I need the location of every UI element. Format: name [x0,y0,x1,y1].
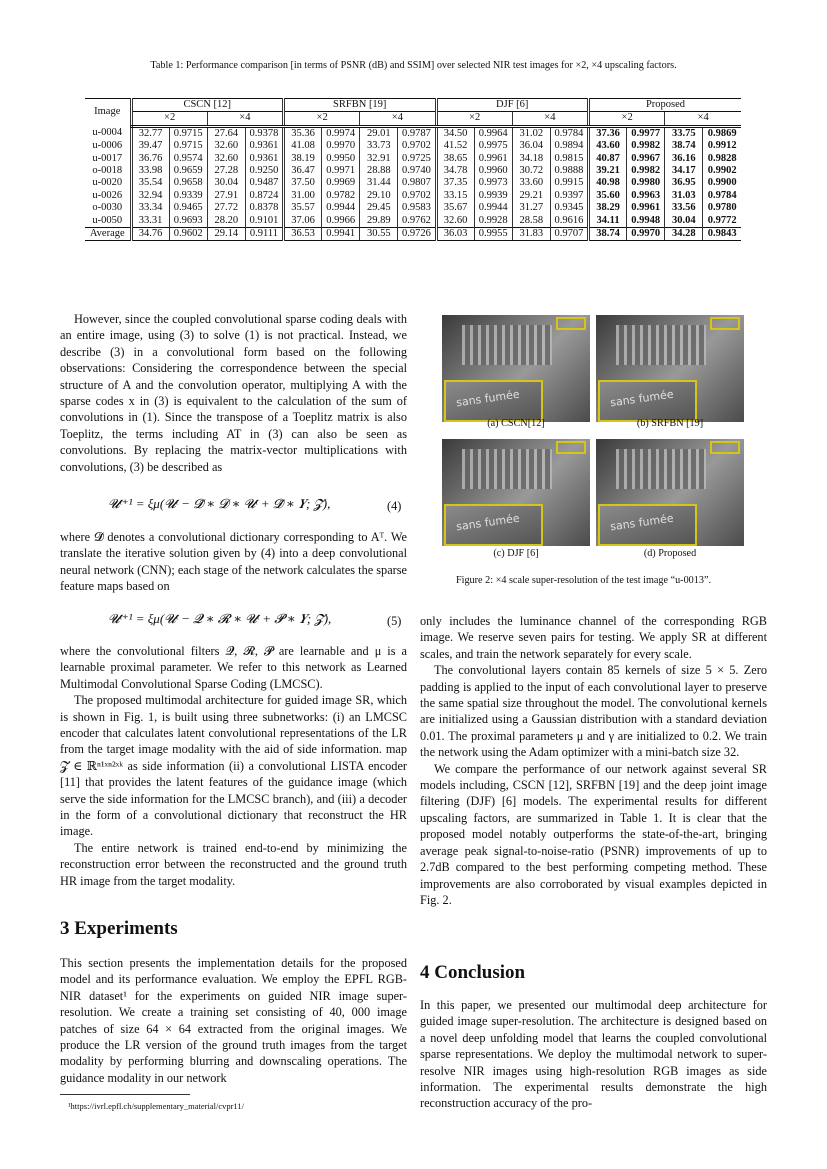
table-cell: 0.9784 [703,190,741,202]
table-cell: 32.60 [207,140,245,152]
table-cell: 0.9397 [550,190,588,202]
paragraph: where the convolutional filters 𝓠, 𝓡, 𝓟 are learnable and μ is a learnable proximal parameter. We refer to this network as Learned Multimodal Convolutional Sparse Coding (LMCSC). [60,644,407,691]
table-cell: 39.47 [131,140,169,152]
table-row [85,153,741,165]
table-cell: 28.58 [512,215,550,228]
table-row [85,177,741,189]
table-cell: 31.00 [284,190,322,202]
table-cell: 30.72 [512,165,550,177]
row-image-label: u-0026 [92,189,123,201]
table-cell: 32.94 [131,190,169,202]
table-cell: 29.10 [360,190,398,202]
table-cell: 0.9900 [703,177,741,189]
table-cell: 37.35 [436,177,474,189]
table-cell: 36.47 [284,165,322,177]
subcaption-c: (c) DJF [6] [493,548,539,559]
scale-header: ×4 [360,112,436,126]
figure-inset-text: sans fumée [609,511,675,534]
method-header: Proposed [589,99,742,112]
table-cell: 30.04 [665,215,703,228]
subcaption-a: (a) CSCN[12] [487,418,545,429]
table-cell: 0.9966 [322,215,360,228]
subcaption-d: (d) Proposed [643,548,697,559]
table-cell: 33.60 [512,177,550,189]
table-cell: 0.9101 [245,215,283,228]
table-cell: 0.9961 [474,153,512,165]
table-cell: 36.16 [665,153,703,165]
table-cell: 0.9960 [474,165,512,177]
table-cell: 0.9780 [703,202,741,214]
table-cell: 0.9982 [627,165,665,177]
row-image-label: u-0050 [92,214,123,226]
table-cell: 35.36 [284,126,322,140]
row-image-label: o-0018 [92,165,123,177]
table-cell: 0.9658 [169,177,207,189]
table-cell: 27.91 [207,190,245,202]
table-cell: 0.9948 [627,215,665,228]
table-cell: 31.03 [665,190,703,202]
method-header: SRFBN [19] [284,99,437,112]
table-row [85,215,741,228]
table-cell: 33.56 [665,202,703,214]
table-cell: 33.34 [131,202,169,214]
paragraph: only includes the luminance channel of the corresponding RGB image. We reserve seven pairs for testing. We apply SR at different scales, and train the network separately for every scale. [420,614,767,661]
table-cell: 38.19 [284,153,322,165]
table-cell: 37.36 [589,126,627,140]
table-cell: 36.04 [512,140,550,152]
figure-caption: Figure 2: ×4 scale super-resolution of the test image “u-0013”. [455,575,712,586]
table-cell: 0.9807 [398,177,436,189]
left-para-6 [60,955,407,1086]
method-header: DJF [6] [436,99,589,112]
paragraph: However, since the coupled convolutional sparse coding deals with an entire image, using (3) to solve (1) is not practical. Instead, we describe (3) in a convolutional form based on the following observations: Considering the correspondence between the special structure of A and the convolution operator, multiplying A with the sparse codes x in (3) is equivalent to the calculation of the sum of convolutions in (1). Since the transpose of a Toeplitz matrix is also Toeplitz, the terms including AT in (3) can also be seen as convolutions. By replacing the matrix-vector multiplications with convolutions, (3) be described as [60,312,407,474]
table-cell: 35.67 [436,202,474,214]
table-cell: 0.9762 [398,215,436,228]
table-cell: 0.9487 [245,177,283,189]
table-cell: 0.9928 [474,215,512,228]
table-cell: 0.9250 [245,165,283,177]
table-cell: 36.03 [436,228,474,241]
row-image-label: o-0030 [92,202,123,214]
table-cell: 27.72 [207,202,245,214]
table-cell: 0.9975 [474,140,512,152]
table-cell: 0.9583 [398,202,436,214]
table-cell: 29.45 [360,202,398,214]
table-cell: 0.9941 [322,228,360,241]
table-cell: 0.9725 [398,153,436,165]
table-cell: 33.73 [360,140,398,152]
table-cell: 0.9967 [627,153,665,165]
table-cell: 0.9970 [322,140,360,152]
table-cell: 34.78 [436,165,474,177]
table-cell: 0.9707 [550,228,588,241]
table-cell: 0.9787 [398,126,436,140]
table-cell: 0.9715 [169,126,207,140]
table-cell: 0.9702 [398,140,436,152]
table-cell: 0.9969 [322,177,360,189]
left-paras-3-5 [60,643,407,889]
figure-inset-text: sans fumée [455,511,521,534]
left-para-1 [60,311,407,475]
table-cell: 28.88 [360,165,398,177]
table-cell: 0.9915 [550,177,588,189]
row-image-label: u-0020 [92,177,123,189]
table-row [85,126,741,140]
table-cell: 0.9902 [703,165,741,177]
table-cell: 0.9784 [550,126,588,140]
table-cell: 39.21 [589,165,627,177]
table-cell: 0.9964 [474,126,512,140]
table-cell: 29.89 [360,215,398,228]
table-cell: 0.9973 [474,177,512,189]
paragraph: The convolutional layers contain 85 kernels of size 5 × 5. Zero padding is applied to the input of each convolutional layer to preserve the same spatial size throughout the model. The convolutional kernels are initialized using a Gaussian distribution with a standard deviation 0.01. The proximal parameters μ and γ are initialized to 0.2. We train the network using the Adam optimizer with a mini-batch size 32. [420,663,767,760]
table-cell: 40.98 [589,177,627,189]
table-cell: 0.9726 [398,228,436,241]
table-cell: 0.9715 [169,140,207,152]
equation-4-number: (4) [387,499,402,513]
table-cell: 31.27 [512,202,550,214]
table-cell: 0.9982 [627,140,665,152]
table-cell: 30.55 [360,228,398,241]
table-cell: 27.28 [207,165,245,177]
table-header-scales [85,112,741,126]
table-cell: 0.8724 [245,190,283,202]
table-cell: 0.9912 [703,140,741,152]
table-cell: 36.53 [284,228,322,241]
table-cell: 0.9659 [169,165,207,177]
results-table [85,98,741,241]
table-cell: 36.95 [665,177,703,189]
equation-5-number: (5) [387,614,402,628]
table-cell: 0.9574 [169,153,207,165]
table-cell: 0.9465 [169,202,207,214]
row-image-label: u-0017 [92,152,123,164]
left-para-2 [60,529,407,595]
table-cell: 0.9693 [169,215,207,228]
table-cell: 0.9939 [474,190,512,202]
section-heading-experiments: 3 Experiments [60,918,178,939]
figure-image-srfbn [596,315,744,422]
table-cell: 0.9955 [474,228,512,241]
table-cell: 35.57 [284,202,322,214]
table-cell: 35.60 [589,190,627,202]
table-cell: 0.9111 [245,228,283,241]
table-cell: 0.9980 [627,177,665,189]
scale-header: ×2 [589,112,665,126]
table-cell: 32.60 [436,215,474,228]
table-cell: 32.91 [360,153,398,165]
table-cell: 29.14 [207,228,245,241]
table-cell: 0.9782 [322,190,360,202]
scale-header: ×4 [512,112,588,126]
figure-image-djf [442,439,590,546]
table-cell: 0.9339 [169,190,207,202]
table-cell: 0.9740 [398,165,436,177]
table-cell: 34.17 [665,165,703,177]
table-cell: 29.01 [360,126,398,140]
table-cell: 43.60 [589,140,627,152]
table-cell: 0.9894 [550,140,588,152]
row-image-label: u-0006 [92,140,123,152]
scale-header: ×2 [436,112,512,126]
paragraph: This section presents the implementation details for the proposed model and its performance evaluation. We employ the EPFL RGB-NIR dataset¹ for the experiments on guided NIR image super-resolution. We create a training set consisting of 40, 000 image patches of size 64 × 64 extracted from the original images. We produce the LR version of the ground truth images from the target modality by performing blurring and downscaling operations. The guidance modality in our network [60,956,407,1085]
table-caption: Table 1: Performance comparison [in terms of PSNR (dB) and SSIM] over selected NIR test images for ×2, ×4 upscaling factors. [150,60,677,71]
table-cell: 40.87 [589,153,627,165]
table-cell: 34.76 [131,228,169,241]
table-cell: 29.21 [512,190,550,202]
table-cell: 34.11 [589,215,627,228]
table-cell: 0.9616 [550,215,588,228]
table-cell: 38.65 [436,153,474,165]
table-cell: 0.9888 [550,165,588,177]
right-para-4 [420,997,767,1112]
table-cell: 0.9963 [627,190,665,202]
table-cell: 32.60 [207,153,245,165]
scale-header: ×2 [131,112,207,126]
table-cell: 32.77 [131,126,169,140]
scale-header: ×2 [284,112,360,126]
table-cell: 0.9815 [550,153,588,165]
footnote-rule [60,1094,190,1095]
subcaption-b: (b) SRFBN [19] [636,418,704,429]
table-cell: 34.18 [512,153,550,165]
table-cell: 0.8378 [245,202,283,214]
section-heading-conclusion: 4 Conclusion [420,962,526,983]
table-cell: 0.9843 [703,228,741,241]
table-cell: 27.64 [207,126,245,140]
table-cell: 31.83 [512,228,550,241]
right-paras-1-3 [420,613,767,908]
figure-inset-text: sans fumée [609,387,675,410]
table-cell: 34.50 [436,126,474,140]
image-header: Image [85,99,131,127]
table-cell: 33.98 [131,165,169,177]
table-cell: 30.04 [207,177,245,189]
figure-inset-text: sans fumée [455,387,521,410]
paragraph: In this paper, we presented our multimodal deep architecture for guided image super-resolution. The architecture is designed based on a novel deep unfolding model that learns the coupled convolutional sparse representations. We deploy the multimodal network to super-resolve NIR images using high-resolution RGB images as side information. The experimental results demonstrate the high reconstruction accuracy of the pro- [420,998,767,1111]
table-cell: 31.02 [512,126,550,140]
paragraph: The proposed multimodal architecture for guided image SR, which is shown in Fig. 1, is built using three subnetworks: (i) an LMCSC encoder that calculates latent convolutional representations of the LR from the target image modality with the aid of side information. map 𝓩 ∈ ℝⁿ¹ˣⁿ²ˣᵏ as side information (ii) a convolutional LISTA encoder [11] that provides the latent features of the guidance image (which serve the side information for the LMCSC branch), and (iii) a decoder in the form of a convolutional dictionary that reconstruct the HR image. [60,693,407,839]
table-cell: 37.50 [284,177,322,189]
paragraph: where 𝓓̃ denotes a convolutional dictionary corresponding to Aᵀ. We translate the iterative solution given by (4) into a deep convolutional neural network (CNN); each stage of the network calculates the sparse feature maps based on [60,530,407,594]
table-cell: 34.28 [665,228,703,241]
table-cell: 38.74 [665,140,703,152]
footnote: ¹https://ivrl.epfl.ch/supplementary_material/cvpr11/ [68,1101,244,1111]
table-cell: 35.54 [131,177,169,189]
scale-header: ×4 [665,112,741,126]
table-row [85,202,741,214]
table-cell: 33.15 [436,190,474,202]
table-cell: 0.9828 [703,153,741,165]
table-cell: 28.20 [207,215,245,228]
table-cell: 0.9944 [322,202,360,214]
table-row [85,140,741,152]
table-cell: 0.9345 [550,202,588,214]
paragraph: The entire network is trained end-to-end by minimizing the reconstruction error between the reconstructed and the ground truth HR image from the target modality. [60,840,407,888]
table-cell: 41.08 [284,140,322,152]
table-cell: 38.74 [589,228,627,241]
table-cell: 33.31 [131,215,169,228]
table-cell: 0.9602 [169,228,207,241]
table-cell: 0.9378 [245,126,283,140]
table-cell: 0.9361 [245,140,283,152]
table-cell: 0.9702 [398,190,436,202]
table-cell: 0.9361 [245,153,283,165]
table-cell: 0.9974 [322,126,360,140]
table-row [85,190,741,202]
table-row [85,165,741,177]
table-cell: 0.9950 [322,153,360,165]
method-header: CSCN [12] [131,99,284,112]
equation-5: 𝓤ᵗ⁺¹ = ξμ(𝓤ᵗ − 𝓠 ∗ 𝓡 ∗ 𝓤ᵗ + 𝓟 ∗ 𝒀; 𝓩), [108,611,332,626]
table-cell: 0.9961 [627,202,665,214]
table-cell: 33.75 [665,126,703,140]
table-cell: 31.44 [360,177,398,189]
table-cell: 0.9977 [627,126,665,140]
scale-header: ×4 [207,112,283,126]
table-header-methods [85,99,741,112]
table-cell: 0.9944 [474,202,512,214]
equation-4: 𝓤ᵗ⁺¹ = ξμ(𝓤ᵗ − 𝓓̃ ∗ 𝓓 ∗ 𝓤ᵗ + 𝓓̃ ∗ 𝒀; 𝓩), [108,496,331,511]
row-image-label: u-0004 [92,127,123,139]
table-cell: 0.9971 [322,165,360,177]
table-cell: 36.76 [131,153,169,165]
table-cell: 0.9970 [627,228,665,241]
figure-image-cscn [442,315,590,422]
table-cell: 0.9772 [703,215,741,228]
table-cell: 37.06 [284,215,322,228]
figure-image-proposed [596,439,744,546]
table-cell: 0.9869 [703,126,741,140]
row-image-label: Average [85,228,131,241]
paragraph: We compare the performance of our network against several SR models including, CSCN [12], SRFBN [19] and the deep joint image filtering (DJF) [6] models. The experimental results for different upscaling factors, are summarized in Table 1. It is clear that the proposed model notably outperforms the state-of-the-art, bringing average peak signal-to-noise-ratio (PSNR) improvements of up to 2.7dB compared to the best performing competing method. These improvements are also corroborated by visual examples depicted in Fig. 2. [420,761,767,907]
table-average-row [85,228,741,241]
table-cell: 41.52 [436,140,474,152]
table-cell: 38.29 [589,202,627,214]
